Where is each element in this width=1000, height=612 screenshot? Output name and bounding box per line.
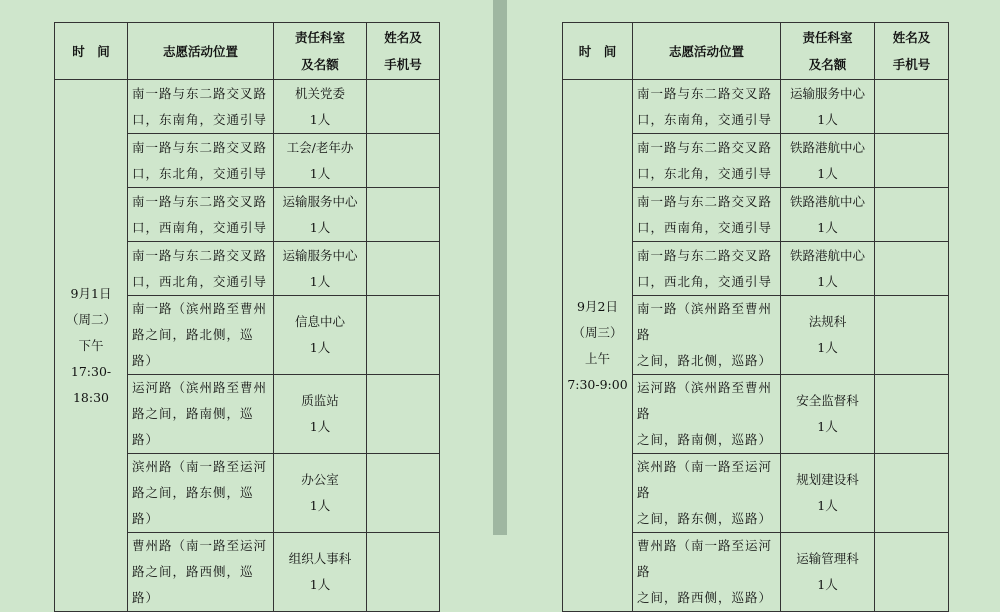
name-cell[interactable] [875,533,949,612]
dept-cell: 铁路港航中心 1人 [781,242,875,296]
time-cell [563,80,633,612]
location-cell: 滨州路（南一路至运河 路之间，路东侧，巡路） [128,454,274,533]
dept-cell: 组织人事科 1人 [274,533,367,612]
name-cell[interactable] [367,188,440,242]
hours: 7:30-9:00 [567,376,628,392]
dept-cell: 铁路港航中心 1人 [781,188,875,242]
weekday: （周三） [572,324,623,340]
location-cell: 运河路（滨州路至曹州路 之间，路南侧，巡路） [633,375,781,454]
location-cell: 南一路与东二路交叉路 口，东南角，交通引导 [633,80,781,134]
name-cell[interactable] [875,454,949,533]
name-cell[interactable] [875,188,949,242]
name-cell[interactable] [367,134,440,188]
location-cell: 南一路与东二路交叉路 口，西南角，交通引导 [633,188,781,242]
header-dept: 责任科室 及名额 [274,23,367,80]
table-row [563,80,949,134]
name-cell[interactable] [367,533,440,612]
dept-cell: 办公室 1人 [274,454,367,533]
name-cell[interactable] [875,296,949,375]
location-cell: 南一路与东二路交叉路 口，西北角，交通引导 [128,242,274,296]
header-name: 姓名及 手机号 [875,23,949,80]
period: 下午 [78,337,104,353]
header-dept: 责任科室 及名额 [781,23,875,80]
header-location: 志愿活动位置 [633,23,781,80]
header-row [55,23,440,80]
dept-cell: 运输管理科 1人 [781,533,875,612]
location-cell: 滨州路（南一路至运河路 之间，路东侧，巡路） [633,454,781,533]
page-divider [493,0,507,535]
location-cell: 南一路（滨州路至曹州路 之间，路北侧，巡路） [633,296,781,375]
name-cell[interactable] [367,375,440,454]
dept-cell: 安全监督科 1人 [781,375,875,454]
location-cell: 曹州路（南一路至运河路 之间，路西侧，巡路） [633,533,781,612]
dept-cell: 铁路港航中心 1人 [781,134,875,188]
dept-cell: 法规科 1人 [781,296,875,375]
period: 上午 [584,350,610,366]
name-cell[interactable] [875,375,949,454]
location-cell: 南一路与东二路交叉路 口，西南角，交通引导 [128,188,274,242]
name-cell[interactable] [367,454,440,533]
location-cell: 南一路与东二路交叉路 口，东南角，交通引导 [128,80,274,134]
date: 9月1日 [70,285,112,301]
volunteer-table-right [562,22,949,612]
dept-cell: 规划建设科 1人 [781,454,875,533]
dept-cell: 工会/老年办 1人 [274,134,367,188]
time-cell [55,80,128,612]
dept-cell: 运输服务中心 1人 [274,188,367,242]
name-cell[interactable] [875,134,949,188]
location-cell: 南一路与东二路交叉路 口，西北角，交通引导 [633,242,781,296]
name-cell[interactable] [875,80,949,134]
weekday: （周二） [65,311,116,327]
header-row [563,23,949,80]
dept-cell: 运输服务中心 1人 [274,242,367,296]
left-page [0,0,493,605]
volunteer-table-left [54,22,440,612]
name-cell[interactable] [367,242,440,296]
dept-cell: 质监站 1人 [274,375,367,454]
header-time: 时 间 [55,23,128,80]
date: 9月2日 [577,298,618,314]
name-cell[interactable] [367,80,440,134]
name-cell[interactable] [367,296,440,375]
header-location: 志愿活动位置 [128,23,274,80]
location-cell: 南一路与东二路交叉路 口，东北角，交通引导 [128,134,274,188]
table-row [55,80,440,134]
location-cell: 运河路（滨州路至曹州 路之间，路南侧，巡路） [128,375,274,454]
location-cell: 南一路（滨州路至曹州 路之间，路北侧，巡路） [128,296,274,375]
dept-cell: 信息中心 1人 [274,296,367,375]
name-cell[interactable] [875,242,949,296]
header-name: 姓名及 手机号 [367,23,440,80]
header-time: 时 间 [563,23,633,80]
location-cell: 南一路与东二路交叉路 口，东北角，交通引导 [633,134,781,188]
dept-cell: 机关党委 1人 [274,80,367,134]
hours: 17:30-18:30 [70,363,112,405]
dept-cell: 运输服务中心 1人 [781,80,875,134]
right-page [507,0,1000,605]
location-cell: 曹州路（南一路至运河 路之间，路西侧，巡路） [128,533,274,612]
